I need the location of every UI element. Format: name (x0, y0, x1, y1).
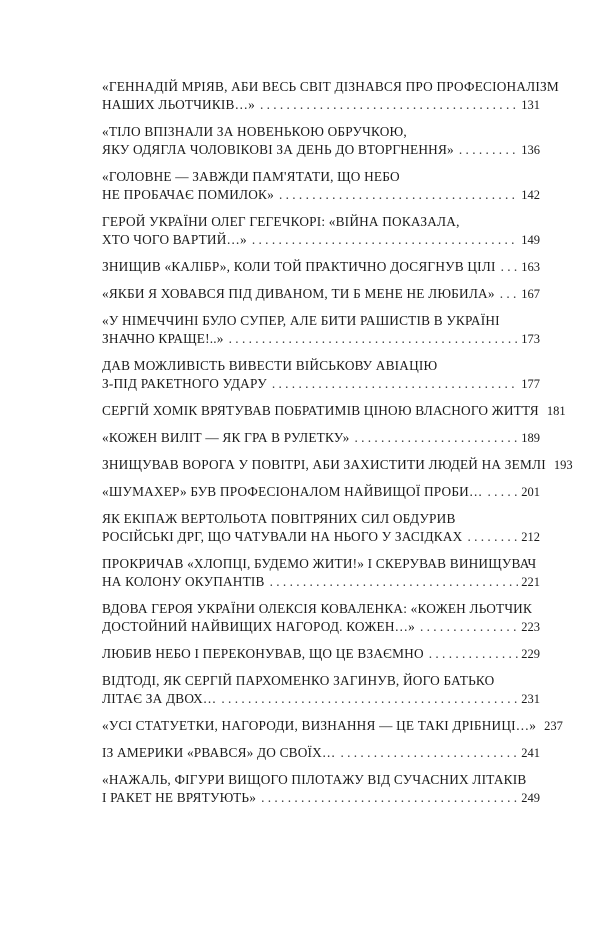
toc-entry-page-number: 212 (521, 530, 540, 544)
toc-entry-page-number: 131 (521, 98, 540, 112)
toc-entry (102, 402, 566, 420)
dot-leader (501, 258, 519, 276)
toc-entry-title-line: ДОСТОЙНИЙ НАЙВИЩИХ НАГОРОД. КОЖЕН…» (102, 619, 415, 634)
toc-entry-page-number: 201 (521, 485, 540, 499)
toc-entry-title-line: «НАЖАЛЬ, ФІГУРИ ВИЩОГО ПІЛОТАЖУ ВІД СУЧАСНИХ ЛІТАКІВ (102, 772, 527, 787)
toc-entry-page-number: 231 (521, 692, 540, 706)
toc-entry-title-line: «ГОЛОВНЕ — ЗАВЖДИ ПАМ'ЯТАТИ, ЩО НЕБО (102, 169, 400, 184)
toc-entry-page-number: 193 (553, 458, 573, 472)
toc-entry-title-line: ЗНАЧНО КРАЩЕ!..» (102, 331, 224, 346)
toc-entry (102, 555, 540, 591)
toc-entry-page-number: 249 (521, 791, 540, 805)
toc-entry (102, 357, 540, 393)
toc-entry (102, 285, 540, 303)
toc-entry (102, 258, 540, 276)
dot-leader (467, 528, 518, 546)
toc-entry-title-line: ВДОВА ГЕРОЯ УКРАЇНИ ОЛЕКСІЯ КОВАЛЕНКА: «КОЖЕН ЛЬОТЧИК (102, 601, 533, 616)
toc-entry-page-number: 229 (521, 647, 540, 661)
toc-entry-title-line: ВІДТОДІ, ЯК СЕРГІЙ ПАРХОМЕНКО ЗАГИНУВ, ЙОГО БАТЬКО (102, 673, 495, 688)
toc-entry (102, 600, 540, 636)
toc-entry (102, 168, 540, 204)
toc-entry-page-number: 136 (521, 143, 540, 157)
dot-leader (420, 618, 518, 636)
toc-entry-title-line: ЯКУ ОДЯГЛА ЧОЛОВІКОВІ ЗА ДЕНЬ ДО ВТОРГНЕННЯ» (102, 142, 454, 157)
toc-entry-title-line: ЗНИЩУВАВ ВОРОГА У ПОВІТРІ, АБИ ЗАХИСТИТИ ЛЮДЕЙ НА ЗЕМЛІ (102, 457, 546, 472)
dot-leader (354, 429, 518, 447)
dot-leader (272, 375, 518, 393)
dot-leader (261, 789, 518, 807)
table-of-contents (102, 78, 573, 816)
toc-entry-title-line: «ТІЛО ВПІЗНАЛИ ЗА НОВЕНЬКОЮ ОБРУЧКОЮ, (102, 124, 407, 139)
toc-entry-title-line: ПРОКРИЧАВ «ХЛОПЦІ, БУДЕМО ЖИТИ!» І СКЕРУВАВ ВИНИЩУВАЧ (102, 556, 537, 571)
toc-entry (102, 744, 540, 762)
toc-entry-title-line: З-ПІД РАКЕТНОГО УДАРУ (102, 376, 267, 391)
toc-entry-page-number: 163 (521, 260, 540, 274)
toc-entry-page-number: 181 (546, 404, 566, 418)
toc-entry-title-line: СЕРГІЙ ХОМІК ВРЯТУВАВ ПОБРАТИМІВ ЦІНОЮ ВЛАСНОГО ЖИТТЯ (102, 403, 539, 418)
toc-entry (102, 78, 559, 114)
dot-leader (487, 483, 518, 501)
toc-entry-title-line: ХТО ЧОГО ВАРТИЙ…» (102, 232, 247, 247)
toc-entry-title-line: «ШУМАХЕР» БУВ ПРОФЕСІОНАЛОМ НАЙВИЩОЇ ПРОБИ… (102, 484, 483, 499)
dot-leader (252, 231, 518, 249)
toc-entry (102, 645, 540, 663)
toc-entry-title-line: ІЗ АМЕРИКИ «РВАВСЯ» ДО СВОЇХ… (102, 745, 336, 760)
toc-entry-title-line: НАШИХ ЛЬОТЧИКІВ…» (102, 97, 255, 112)
toc-entry-page-number: 223 (521, 620, 540, 634)
dot-leader (340, 744, 518, 762)
toc-entry-title-line: «УСІ СТАТУЕТКИ, НАГОРОДИ, ВИЗНАННЯ — ЦЕ ТАКІ ДРІБНИЦІ…» (102, 718, 537, 733)
dot-leader (260, 96, 518, 114)
dot-leader (229, 330, 519, 348)
toc-entry (102, 213, 540, 249)
toc-entry-title-line: ЛЮБИВ НЕБО І ПЕРЕКОНУВАВ, ЩО ЦЕ ВЗАЄМНО (102, 646, 424, 661)
toc-entry-title-line: «ЯКБИ Я ХОВАВСЯ ПІД ДИВАНОМ, ТИ Б МЕНЕ НЕ ЛЮБИЛА» (102, 286, 495, 301)
toc-entry (102, 312, 540, 348)
toc-entry (102, 510, 540, 546)
toc-entry-title-line: «У НІМЕЧЧИНІ БУЛО СУПЕР, АЛЕ БИТИ РАШИСТІВ В УКРАЇНІ (102, 313, 500, 328)
toc-entry-page-number: 189 (521, 431, 540, 445)
toc-entry-title-line: ГЕРОЙ УКРАЇНИ ОЛЕГ ГЕГЕЧКОРІ: «ВІЙНА ПОКАЗАЛА, (102, 214, 460, 229)
toc-entry-page-number: 221 (521, 575, 540, 589)
dot-leader (500, 285, 519, 303)
toc-entry-page-number: 142 (521, 188, 540, 202)
toc-entry-title-line: РОСІЙСЬКІ ДРГ, ЩО ЧАТУВАЛИ НА НЬОГО У ЗАСІДКАХ (102, 529, 463, 544)
toc-entry (102, 123, 540, 159)
toc-entry (102, 483, 540, 501)
toc-entry (102, 672, 540, 708)
dot-leader (221, 690, 518, 708)
toc-entry-page-number: 177 (521, 377, 540, 391)
toc-entry-page-number: 149 (521, 233, 540, 247)
toc-entry-page-number: 167 (521, 287, 540, 301)
toc-entry-title-line: ЯК ЕКІПАЖ ВЕРТОЛЬОТА ПОВІТРЯНИХ СИЛ ОБДУРИВ (102, 511, 456, 526)
toc-entry-page-number: 241 (521, 746, 540, 760)
toc-entry (102, 717, 563, 735)
toc-entry (102, 771, 540, 807)
dot-leader (459, 141, 518, 159)
dot-leader (279, 186, 518, 204)
toc-entry-title-line: «КОЖЕН ВИЛІТ — ЯК ГРА В РУЛЕТКУ» (102, 430, 350, 445)
toc-entry-title-line: І РАКЕТ НЕ ВРЯТУЮТЬ» (102, 790, 257, 805)
toc-entry-title-line: НА КОЛОНУ ОКУПАНТІВ (102, 574, 265, 589)
toc-entry-title-line: ЛІТАЄ ЗА ДВОХ… (102, 691, 217, 706)
toc-entry-page-number: 173 (521, 332, 540, 346)
dot-leader (270, 573, 519, 591)
toc-entry (102, 456, 573, 474)
toc-entry-title-line: НЕ ПРОБАЧАЄ ПОМИЛОК» (102, 187, 274, 202)
toc-entry-page-number: 237 (544, 719, 563, 733)
toc-entry-title-line: ДАВ МОЖЛИВІСТЬ ВИВЕСТИ ВІЙСЬКОВУ АВІАЦІЮ (102, 358, 438, 373)
toc-entry-title-line: ЗНИЩИВ «КАЛІБР», КОЛИ ТОЙ ПРАКТИЧНО ДОСЯГНУВ ЦІЛІ (102, 259, 496, 274)
dot-leader (429, 645, 519, 663)
toc-entry-title-line: «ГЕННАДІЙ МРІЯВ, АБИ ВЕСЬ СВІТ ДІЗНАВСЯ ПРО ПРОФЕСІОНАЛІЗМ (102, 79, 559, 94)
toc-entry (102, 429, 540, 447)
